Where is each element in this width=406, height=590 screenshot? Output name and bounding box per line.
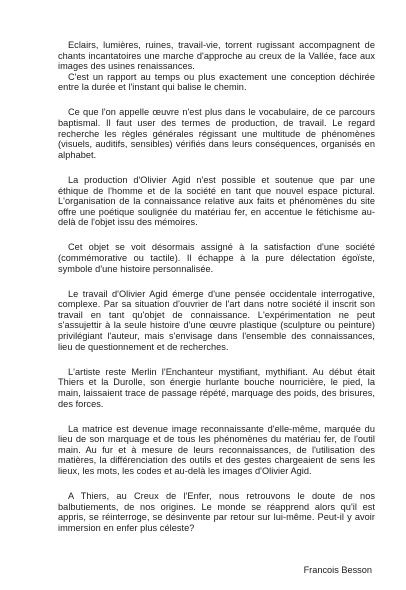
paragraph-1 — [58, 40, 375, 93]
paragraph-6: L'artiste reste Merlin l'Enchanteur mystifiant, mythifiant. Au début était Thiers et la Durolle, son énergie hurlante bouche nourricière, le pied, la main, laissaient trace de passage répété, marquage des poids, des brisures, des forces. — [58, 366, 375, 409]
essay-text — [58, 40, 375, 548]
paragraph-2: Ce que l'on appelle œuvre n'est plus dans le vocabulaire, de ce parcours baptismal. Il faut user des termes de production, de travail. Le regard recherche les règles générales régissant une multitude de phénomènes (visuels, auditifs, sensibles) vérifiés dans leurs conséquences, organisés en alphabet. — [58, 107, 375, 160]
paragraph-5: Le travail d'Olivier Agid émerge d'une pensée occidentale interrogative, complexe. Par sa situation d'ouvrier de l'art dans notre société il inscrit son travail en tant qu'objet de connaissance. L'expérimentation ne peut s'assujettir à la seule histoire d'une œuvre plastique (sculpture ou peinture) privilégiant l'auteur, mais s'envisage dans l'ensemble des connaissances, lieu de questionnement et de recherches. — [58, 288, 375, 352]
paragraph-7: La matrice est devenue image reconnaissante d'elle-même, marquée du lieu de son marquage et de tous les phénomènes du matériau fer, de l'outil main. Au fur et à mesure de leurs reconnaissances, de l'utilisation des matières, la différenciation des outils et des gestes chargeaient de sens les lieux, les mots, les codes et au-delà les images d'Olivier Agid. — [58, 423, 375, 476]
paragraph-1-continuation: C'est un rapport au temps ou plus exactement une conception déchirée entre la durée et l'instant qui balise le chemin. — [58, 71, 375, 93]
paragraph-8: A Thiers, au Creux de l'Enfer, nous retrouvons le doute de nos balbutiements, de nos origines. Le monde se réapprend alors qu'il est appris, se réinterroge, se désinvente par retour sur lui-même. Peut-il y avoir immersion en enfer plus céleste? — [58, 491, 375, 533]
paragraph-1-text: Eclairs, lumières, ruines, travail-vie, torrent rugissant accompagnent de chants incantatoires une marche d'approche au creux de la Vallée, face aux images des usines renaissances. — [58, 40, 375, 72]
author-signature: Francois Besson — [303, 565, 372, 575]
paragraph-3: La production d'Olivier Agid n'est possible et soutenue que par une éthique de l'homme et de la société en tant que nouvel espace pictural. L'organisation de la connaissance relative aux faits et phénomènes du site offre une poétique soulignée du matériau fer, en accentue le fétichisme au-delà de l'objet issu des mémoires. — [58, 174, 375, 228]
paragraph-4: Cet objet se voit désormais assigné à la satisfaction d'une société (commémorative ou tactile). Il échappe à la pure délectation égoïste, symbole d'une histoire personnalisée. — [58, 242, 375, 274]
